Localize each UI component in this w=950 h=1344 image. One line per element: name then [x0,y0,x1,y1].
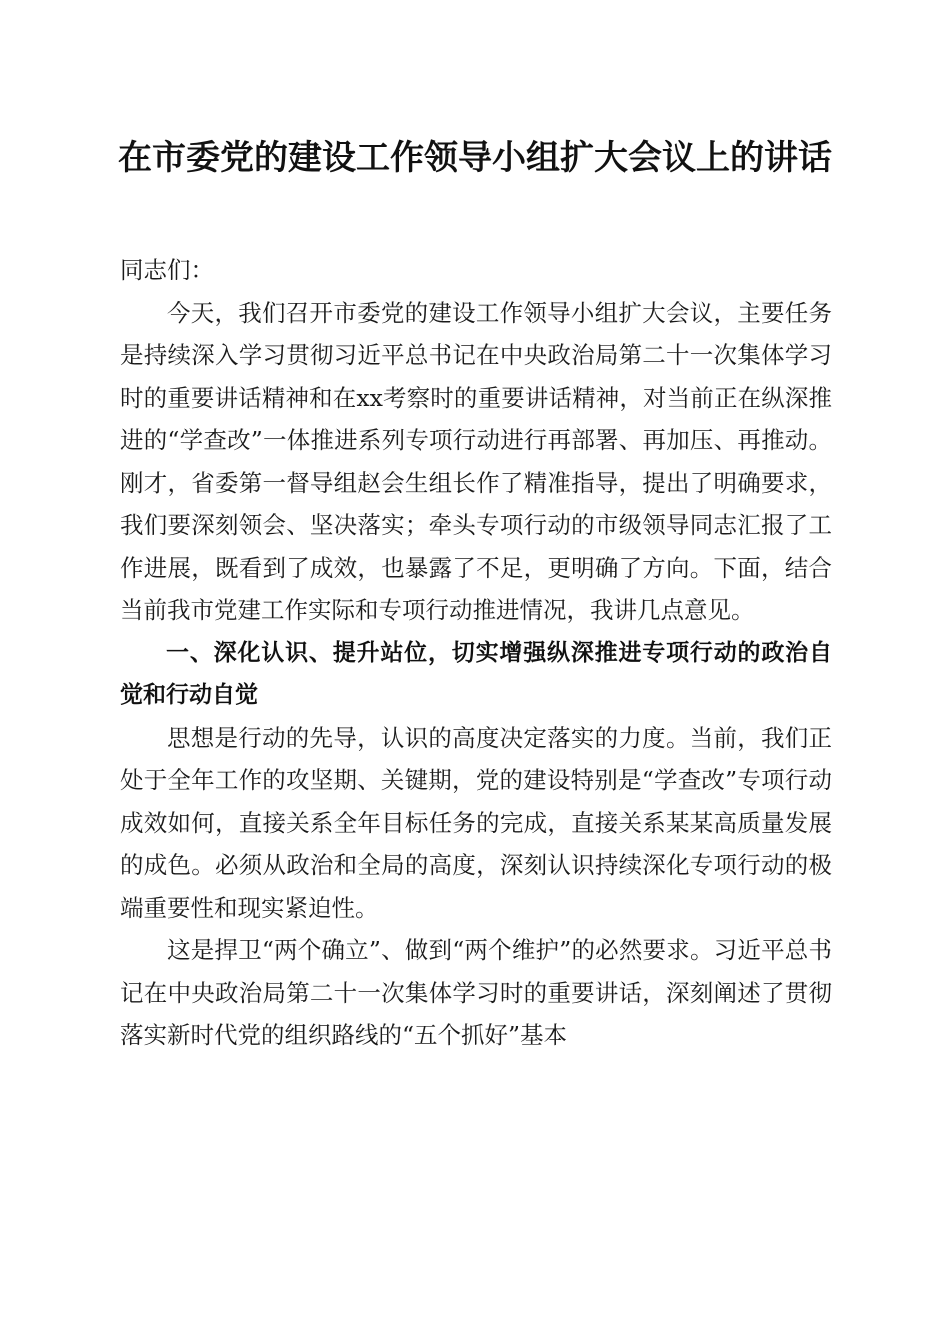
section-heading: 一、深化认识、提升站位，切实增强纵深推进专项行动的政治自觉和行动自觉 [120,639,832,708]
body-paragraph: 思想是行动的先导，认识的高度决定落实的力度。当前，我们正处于全年工作的攻坚期、关键期，党的建设特别是“学查改”专项行动成效如何，直接关系全年目标任务的完成，直接关系某某高质量发展的成色。必须从政治和全局的高度，深刻认识持续深化专项行动的极端重要性和现实紧迫性。 [120,723,832,922]
body-paragraph: 今天，我们召开市委党的建设工作领导小组扩大会议，主要任务是持续深入学习贯彻习近平总书记在中央政治局第二十一次集体学习时的重要讲话精神和在xx考察时的重要讲话精神，对当前正在纵深推进的“学查改”一体推进系列专项行动进行再部署、再加压、再推动。刚才，省委第一督导组赵会生组长作了精准指导，提出了明确要求，我们要深刻领会、坚决落实；牵头专项行动的市级领导同志汇报了工作进展，既看到了成效，也暴露了不足，更明确了方向。下面，结合当前我市党建工作实际和专项行动推进情况，我讲几点意见。 [120,298,832,624]
document-title: 在市委党的建设工作领导小组扩大会议上的讲话 [118,138,832,178]
salutation: 同志们： [120,256,214,284]
body-paragraph: 这是捍卫“两个确立”、做到“两个维护”的必然要求。习近平总书记在中央政治局第二十一次集体学习时的重要讲话，深刻阐述了贯彻落实新时代党的组织路线的“五个抓好”基本 [120,936,832,1049]
document-body [120,249,832,1057]
